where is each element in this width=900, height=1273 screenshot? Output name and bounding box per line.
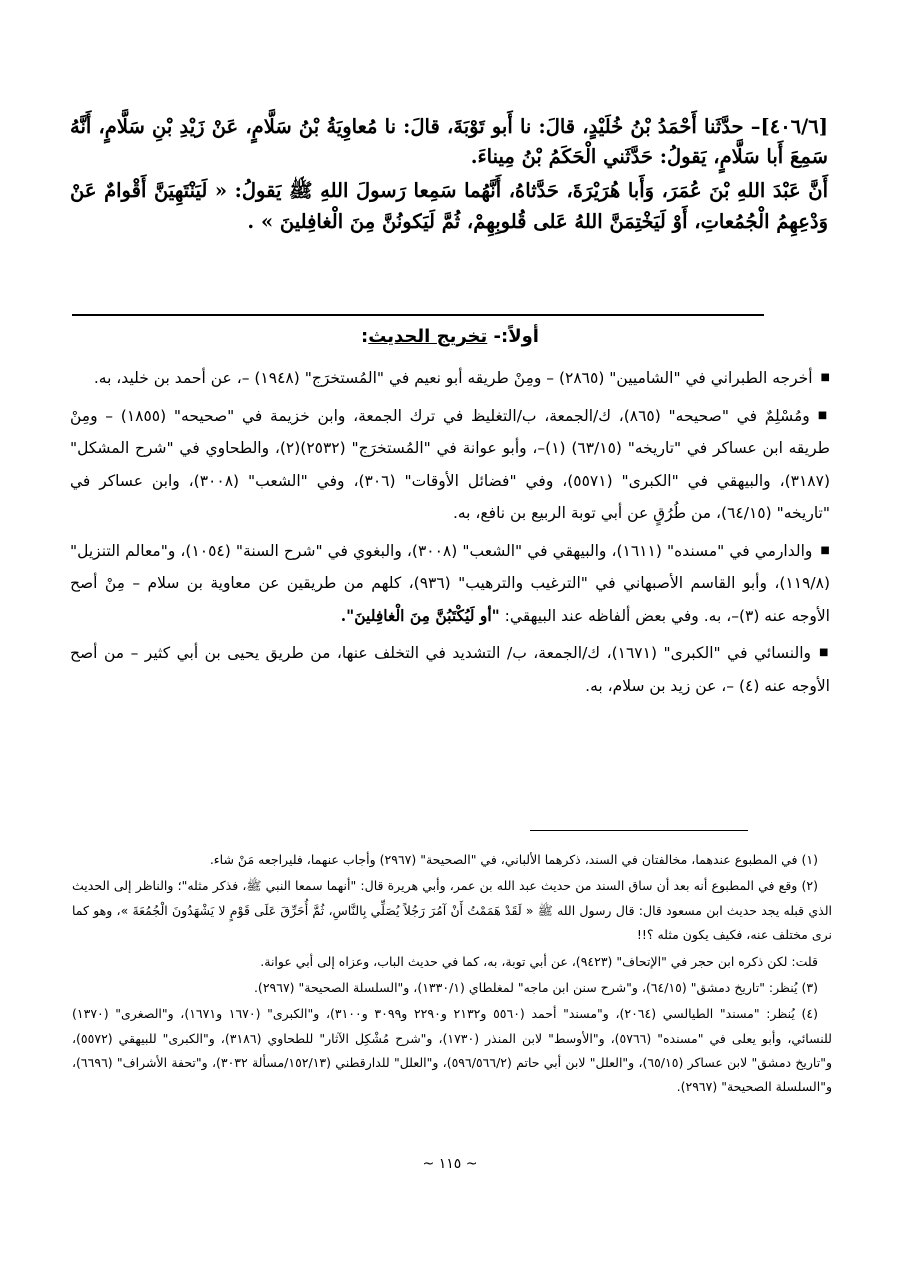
bullet-icon: ■ [820, 372, 830, 383]
footnotes [72, 848, 832, 1102]
hadith-matn: أَنَّ عَبْدَ اللهِ بْنَ عُمَرَ، وَأَبا هُرَيْرَةَ، حَدَّثاهُ، أَنَّهُما سَمِعا رَسولَ اللهِ ﷺ يَقولُ: « لَيَنْتَهِيَنَّ أَقْوامٌ عَنْ وَدْعِهِمُ الْجُمُعاتِ، أَوْ لَيَخْتِمَنَّ اللهُ عَلى قُلوبِهِمْ، ثُمَّ لَيَكونُنَّ مِنَ الْغافِلينَ » . [70, 179, 828, 233]
section-heading [0, 326, 900, 347]
bullet-icon: ■ [817, 409, 830, 421]
bayhaqi-wording: "أو لَيُكْتَبُنَّ مِنَ الْغافِلينَ". [340, 605, 500, 625]
page-number: ~ ١١٥ ~ [422, 1156, 478, 1172]
footnote-3: (٣) يُنظر: "تاريخ دمشق" (٦٤/١٥)، و"شرح سنن ابن ماجه" لمغلطاي (١٣٣٠/١)، و"السلسلة الصحيحة" (٢٩٦٧). [253, 979, 818, 995]
paragraph-1: ■أخرجه الطبراني في "الشاميين" (٢٨٦٥) – ومِنْ طريقه أبو نعيم في "المُستخرَج" (١٩٤٨) –، عن أحمد بن خليد، به. [93, 369, 830, 387]
bullet-icon: ■ [818, 647, 831, 659]
bullet-icon: ■ [820, 544, 830, 556]
footnote-2-note: قلت: لكن ذكره ابن حجر في "الإتحاف" (٩٤٢٣)، عن أبي توبة، به، كما في حديث الباب، وعزاه إلى أبي عوانة. [260, 953, 818, 969]
hadith-isnad: [٤٠٦/٦]– حدَّثَنا أَحْمَدُ بْنُ خُلَيْدٍ، قالَ: نا أَبو تَوْبَةَ، قالَ: نا مُعاوِيَةُ بْنُ سَلَّامٍ، عَنْ زَيْدِ بْنِ سَلَّامٍ، أَنَّهُ سَمِعَ أَبا سَلَّامٍ، يَقولُ: حَدَّثَني الْحَكَمُ بْنُ مِيناءَ. [70, 115, 828, 169]
section-label: أولاً:- [487, 326, 539, 347]
footnote-separator [530, 830, 748, 831]
paragraph-4: ■والنسائي في "الكبرى" (١٦٧١)، ك/الجمعة، ب/ التشديد في التخلف عنها، من طريق يحيى بن أبي كثير – من أصح الأوجه عنه (٤) –، عن زيد بن سلام، به. [70, 644, 831, 695]
footnote-4: (٤) يُنظر: "مسند" الطيالسي (٢٠٦٤)، و"مسند" أحمد (٥٥٦٠ و٢١٣٢ و٢٢٩٠ و٣٠٩٩ و٣١٠٠)، و"الكبرى" (١٦٧٠ و١٦٧١)، و"الصغرى" (١٣٧٠) للنسائي، وأبو يعلى في "مسنده" (٥٧٦٦)، و"الأوسط" لابن المنذر (١٧٣٠)، و"شرح مُشْكِل الآثار" للطحاوي (٣١٨٦)، و"الكبرى" للبيهقي (٥٥٧٢)، و"تاريخ دمشق" لابن عساكر (٦٥/١٥)، و"العلل" لابن أبي حاتم (٥٩٦/٥٦٦/٢)، و"العلل" للدارقطني (١٥٢/١٣/مسألة ٣٠٣٢)، و"تحفة الأشراف" (٦٦٩٦)، و"السلسلة الصحيحة" (٢٩٦٧). [72, 1006, 832, 1095]
separator-line [72, 314, 764, 316]
footnote-2: (٢) وقع في المطبوع أنه بعد أن ساق السند من حديث عبد الله بن عمر، وأبي هريرة قال: "أنهما سمعا النبي ﷺ، فذكر مثله"؛ والناظر إلى الحديث الذي قبله يجد حديث ابن مسعود قال: قال رسول الله ﷺ « لَقَدْ هَمَمْتُ أَنْ آمُرَ رَجُلاً يُصَلِّي بِالنَّاسِ، ثُمَّ أُحَرِّقَ عَلَى قَوْمٍ لا يَشْهَدُونَ الْجُمُعَةَ »، وهو كما نرى مختلف عنه، فكيف يكون مثله ؟!! [72, 878, 832, 943]
section-title: تخريج الحديث [368, 326, 488, 347]
paragraph-2: ■ومُسْلِمٌ في "صحيحه" (٨٦٥)، ك/الجمعة، ب/التغليظ في ترك الجمعة، وابن خزيمة في "صحيحه" (١٨٥٥) – ومِنْ طريقه ابن عساكر في "تاريخه" (٦٣/١٥) (١)–، وأبو عوانة في "المُستخرَج" (٢٥٣٢)(٢)، والطحاوي في "شرح المشكل" (٣١٨٧)، والبيهقي في "الكبرى" (٥٥٧١)، وفي "فضائل الأوقات" (٣٠٦)، وفي "الشعب" (٣٠٠٨)، وابن عساكر في "تاريخه" (٦٤/١٥)، من طُرُقٍ عن أبي توبة الربيع بن نافع، به. [70, 406, 830, 523]
footnote-1: (١) في المطبوع عندهما، مخالفتان في السند، ذكرهما الألباني، في "الصحيحة" (٢٩٦٧) وأجاب عنهما، فليراجعه مَنْ شاء. [209, 852, 818, 867]
section-colon: : [361, 326, 369, 347]
takhrij-body [70, 362, 830, 707]
hadith-text [70, 112, 828, 241]
paragraph-3: ■والدارمي في "مسنده" (١٦١١)، والبيهقي في "الشعب" (٣٠٠٨)، والبغوي في "شرح السنة" (١٠٥٤)، و"معالم التنزيل" (١١٩/٨)، وأبو القاسم الأصبهاني في "الترغيب والترهيب" (٩٣٦)، كلهم من طريقين عن معاوية بن سلام – مِنْ أصح الأوجه عنه (٣)–، به. وفي بعض ألفاظه عند البيهقي: "أو لَيُكْتَبُنَّ مِنَ الْغافِلينَ". [70, 541, 830, 625]
